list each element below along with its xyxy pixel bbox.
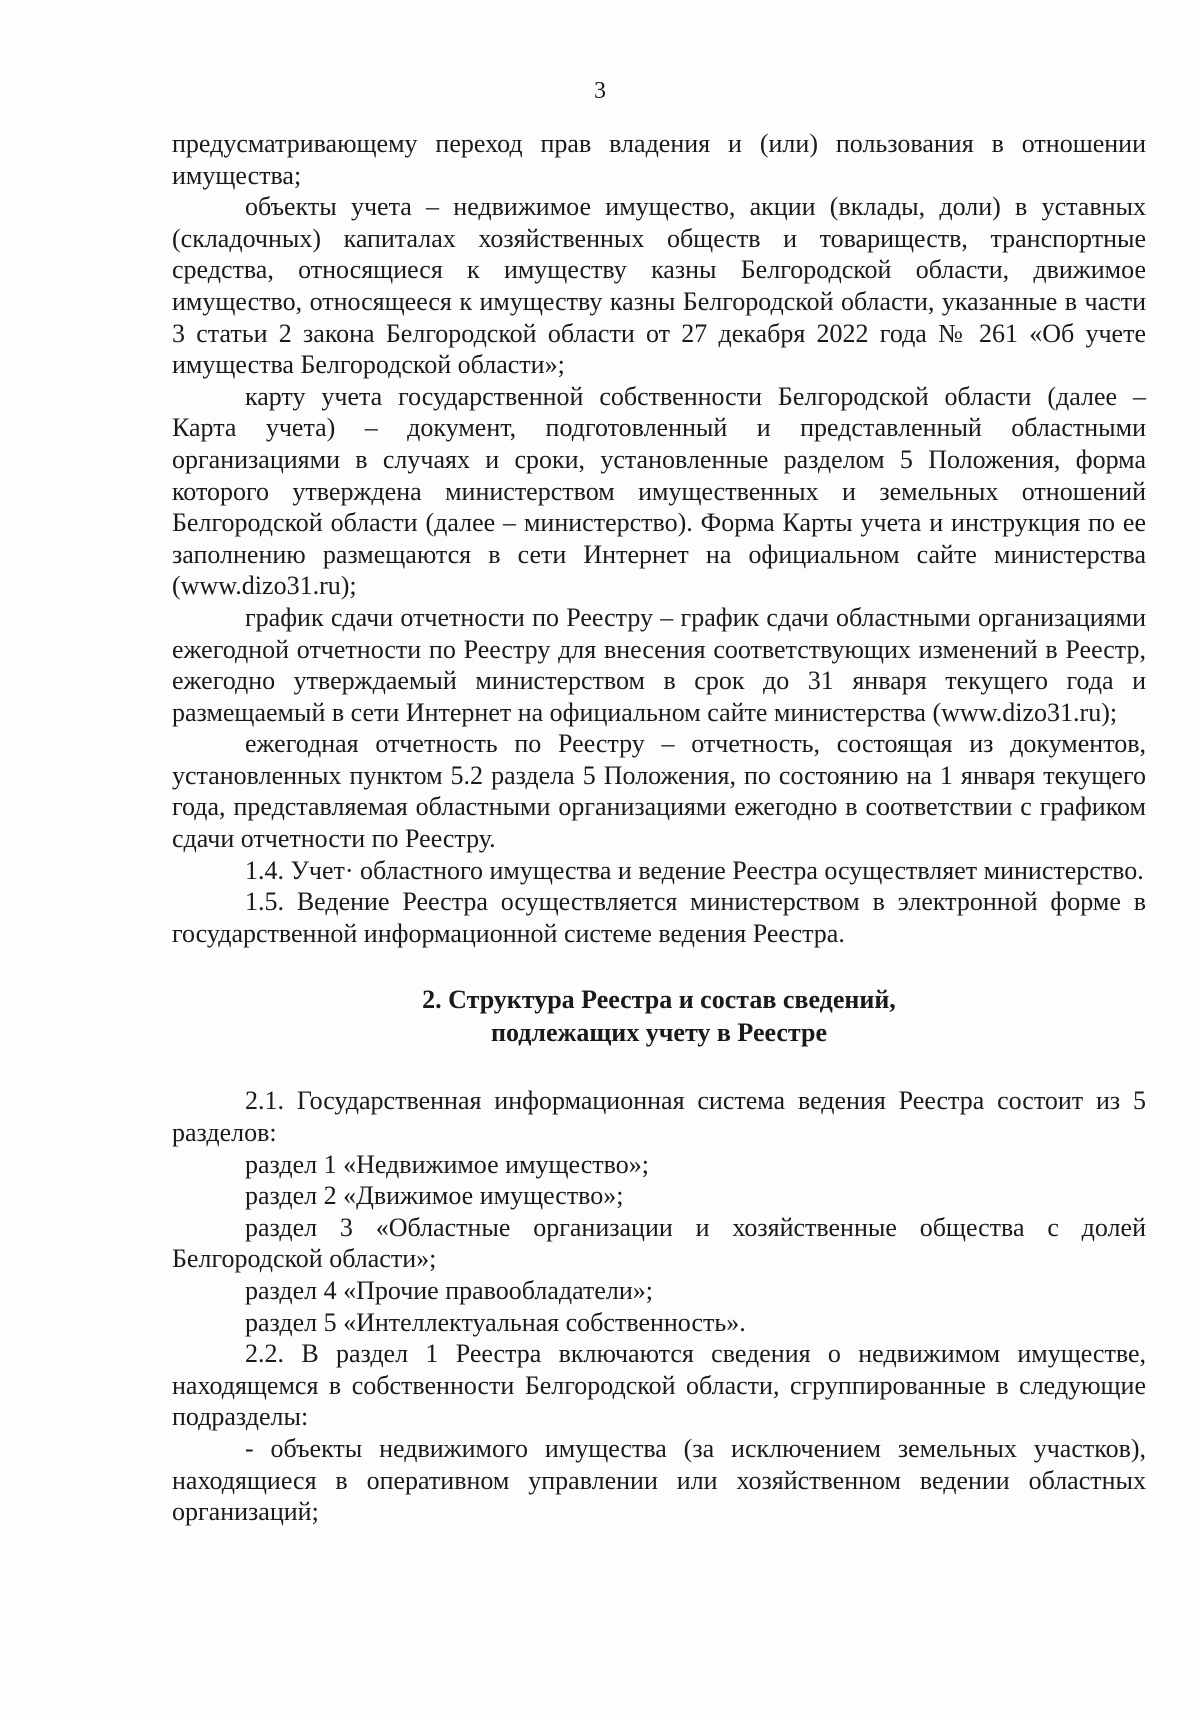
list-item-section-5: раздел 5 «Интеллектуальная собственность». [245,1307,746,1337]
paragraph-2-2: 2.2. В раздел 1 Реестра включаются сведения о недвижимом имуществе, находящемся в собственности Белгородской области, сгруппированные в следующие подразделы: [172,1339,1146,1432]
list-item-section-2: раздел 2 «Движимое имущество»; [245,1181,624,1211]
list-item-section-4: раздел 4 «Прочие правообладатели»; [245,1276,653,1305]
section-heading-line-2: подлежащих учету в Реестре [490,1018,828,1048]
document-body [172,128,1146,1528]
page-number: 3 [594,78,606,104]
paragraph-continuation: предусматривающему переход прав владения и (или) пользования в отношении имущества; [172,129,1146,190]
paragraph-definition-schedule: график сдачи отчетности по Реестру – график сдачи областными организациями ежегодной отчетности по Реестру для внесения соответствующих изменений в Реестр, ежегодно утверждаемый министерством в срок до 31 января текущего года и размещаемый в сети Интернет на официальном сайте министерства (www.dizo31.ru); [172,602,1146,727]
paragraph-definition-objects: объекты учета – недвижимое имущество, акции (вклады, доли) в уставных (складочных) капиталах хозяйственных обществ и товариществ, транспортные средства, относящиеся к имуществу казны Белгородской области, движимое имущество, относящееся к имуществу казны Белгородской области, указанные в части 3 статьи 2 закона Белгородской области от 27 декабря 2022 года № 261 «Об учете имущества Белгородской области»; [172,192,1146,380]
paragraph-definition-card: карту учета государственной собственности Белгородской области (далее – Карта учета) – документ, подготовленный и представленный областными организациями в случаях и сроки, установленные разделом 5 Положения, форма которого утверждена министерством имущественных и земельных отношений Белгородской области (далее – министерство). Форма Карты учета и инструкция по ее заполнению размещаются в сети Интернет на официальном сайте министерства (www.dizo31.ru); [172,381,1146,601]
section-heading [172,983,1146,1049]
list-item-section-3: раздел 3 «Областные организации и хозяйственные общества с долей Белгородской области»; [172,1212,1146,1274]
paragraph-1-4: 1.4. Учет· областного имущества и ведение Реестра осуществляет министерство. [245,855,1144,885]
paragraph-1-5: 1.5. Ведение Реестра осуществляется министерством в электронной форме в государственной информационной системе ведения Реестра. [172,887,1146,948]
paragraph-definition-reporting: ежегодная отчетность по Реестру – отчетность, состоящая из документов, установленных пунктом 5.2 раздела 5 Положения, по состоянию на 1 января текущего года, представляемая областными организациями ежегодно в соответствии с графиком сдачи отчетности по Реестру. [172,729,1146,854]
paragraph-2-1: 2.1. Государственная информационная система ведения Реестра состоит из 5 разделов: [172,1086,1146,1148]
list-item-section-1: раздел 1 «Недвижимое имущество»; [245,1149,649,1179]
section-heading-line-1: 2. Структура Реестра и состав сведений, [422,985,896,1015]
list-item-subsection-1: - объекты недвижимого имущества (за исключением земельных участков), находящиеся в оперативном управлении или хозяйственном ведении областных организаций; [172,1433,1146,1527]
